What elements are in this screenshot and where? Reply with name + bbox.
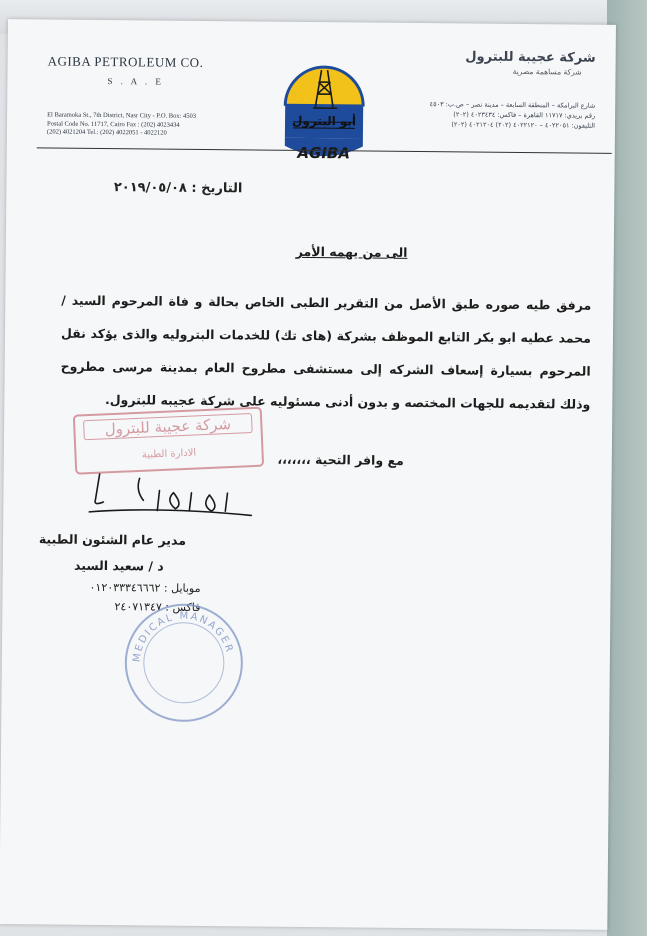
round-stamp xyxy=(113,598,254,727)
address-ar-line: رقم بريدي: ١١٧١٧ القاهرة – فاكس: ٤٠٢٣٤٣٤ (٢٠٢) xyxy=(453,110,596,120)
address-en-line: (202) 4021204 Tel.: (202) 4022051 - 4022120 xyxy=(46,128,167,137)
address-ar-line: التليفون: ٤٠٢٢٠٥١ – ٤٠٢٢١٢٠ (٢٠٢) ٤٠٢١٢٠٤ (٢٠٢) xyxy=(451,120,596,130)
signatory-name: د / سعيد السيد xyxy=(73,557,164,574)
signatory-fax: فاكس : ٢٤٠٧١٣٤٧ xyxy=(114,600,201,614)
header-english xyxy=(47,53,268,139)
address-ar-line: شارع البرامكة – المنطقة السابعة – مدينة نصر – ص.ب: ٤٥٠٣ xyxy=(429,100,596,110)
company-stamp xyxy=(73,407,264,475)
letter-date: التاريخ : ٢٠١٩/٠٥/٠٨ xyxy=(113,180,243,197)
address-ar xyxy=(365,99,595,131)
address-en xyxy=(47,111,267,139)
company-name-ar: شركة عجيبة للبترول xyxy=(465,49,596,66)
signatory-mobile: موبايل : ٠١٢٠٣٣٣٤٦٦٦٢ xyxy=(89,580,201,595)
stamp-line-1: شركة عجيبة للبترول xyxy=(83,413,253,440)
logo-text-en: AGIBA xyxy=(297,143,351,163)
address-en-line: Postal Code No. 11717, Cairo Fax : (202) 4023434 xyxy=(46,119,180,129)
header-arabic xyxy=(365,49,596,131)
stamp-line-2: الادارة الطبية xyxy=(141,447,197,461)
signatory-title: مدير عام الشئون الطبية xyxy=(38,531,187,548)
letter-page xyxy=(0,19,616,930)
letter-body: مرفق طيه صوره طبق الأصل من التقرير الطبى الخاص بحالة و فاة المرحوم السيد / محمد عطيه ابو بكر التابع الموظف بشركة (هاى تك) للخدمات البتروليه والذى يؤكد نقل المرحوم بسيارة إسعاف الشركه إلى مستشفى مطروح العام بمدينة مرسى مطروح وذلك لتقديمه للجهات المختصه و بدون أدنى مسئوليه على شركة عجيبه للبترول. xyxy=(60,292,592,412)
handwritten-signature xyxy=(69,470,260,532)
logo-text-ar: أبو البترول xyxy=(291,113,357,129)
company-name-en: AGIBA PETROLEUM CO. xyxy=(47,53,204,70)
letter-subject: الى من يهمه الأمر xyxy=(295,243,408,260)
company-type-ar: شركة مساهمة مصرية xyxy=(512,66,582,77)
company-type-en: S . A . E xyxy=(107,76,164,87)
letter-closing: مع وافر التحية ،،،،،،، xyxy=(277,451,404,468)
round-stamp-text: MEDICAL MANAGER xyxy=(131,610,235,663)
company-logo xyxy=(275,48,374,167)
address-en-line: El Baramoka St., 7th District, Nasr City - P.O. Box: 4503 xyxy=(47,111,197,120)
